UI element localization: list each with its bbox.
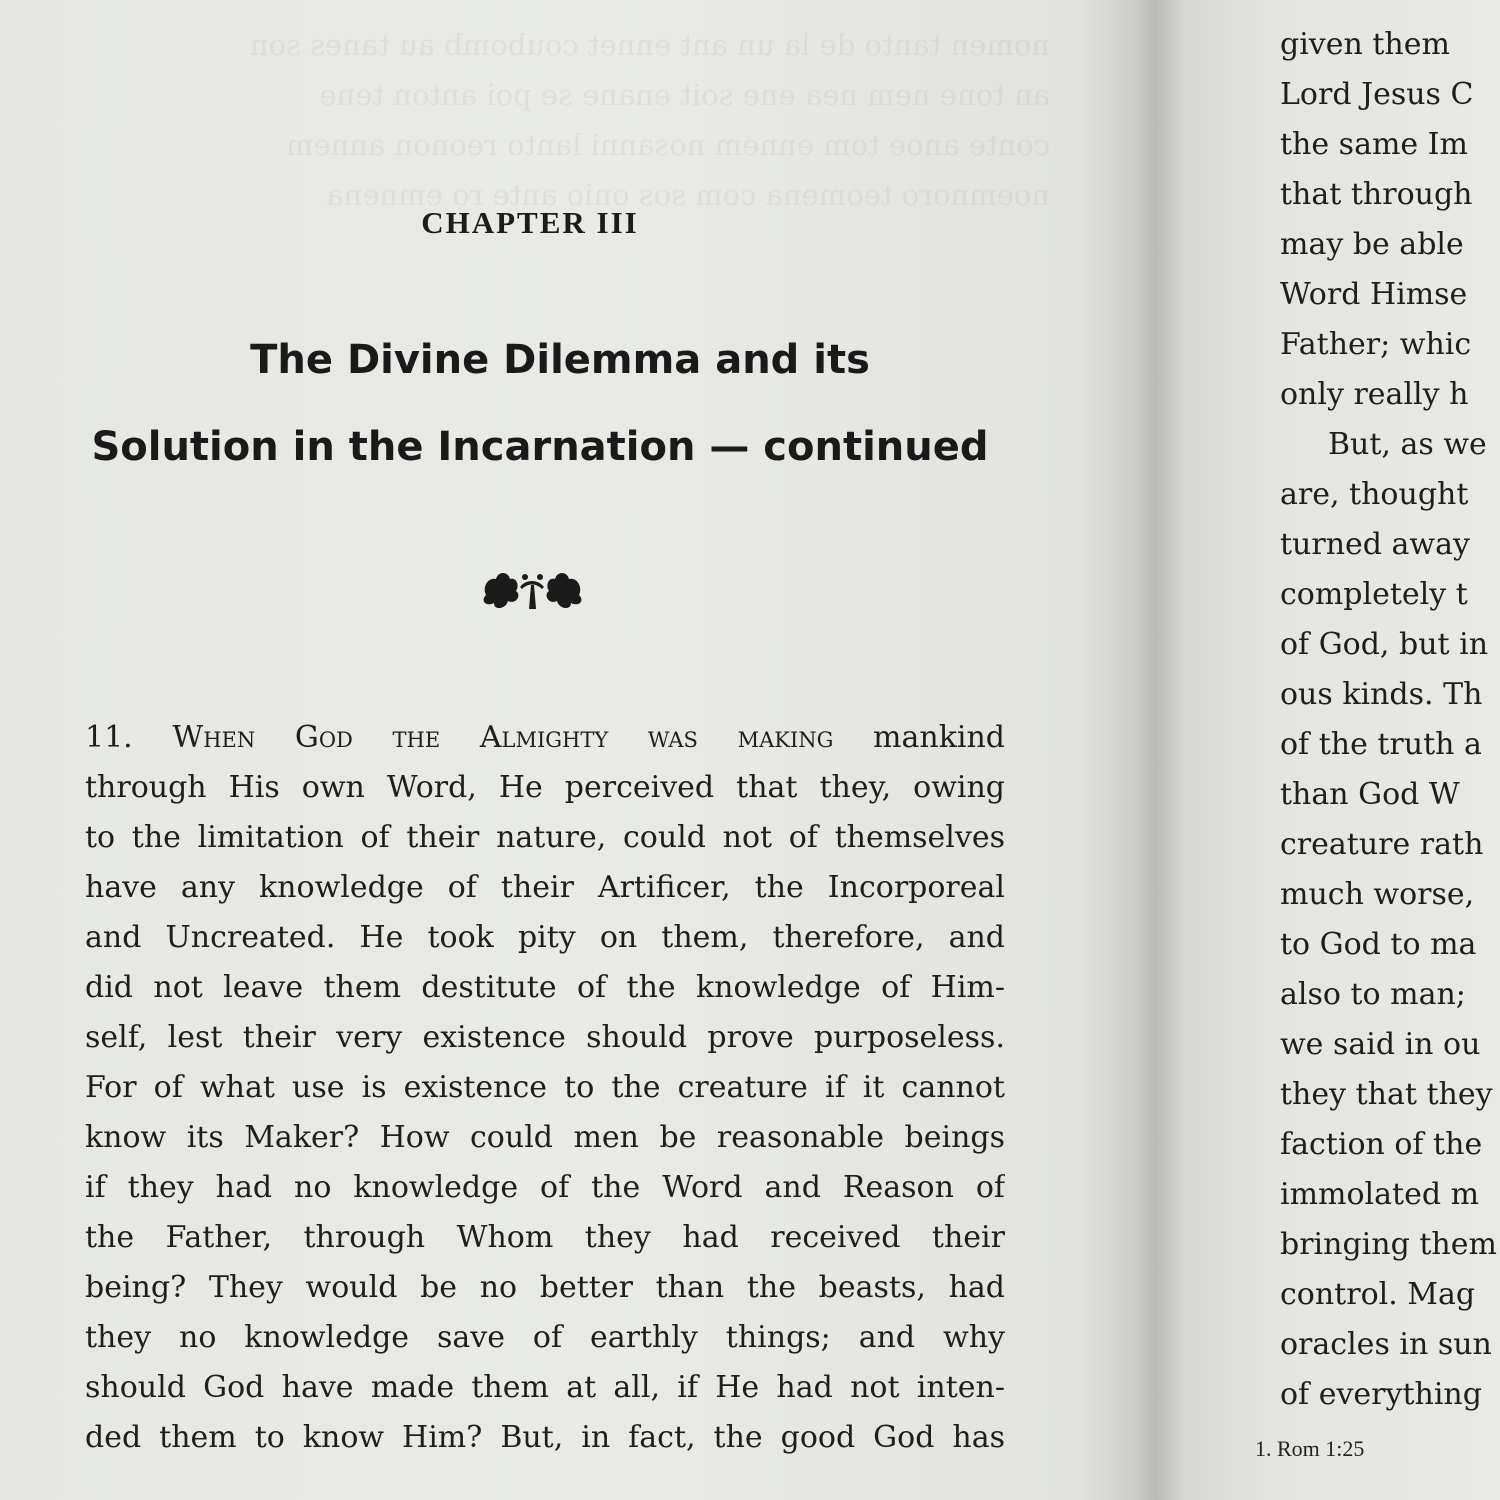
text-line: ded them to know Him? But, in fact, the good God has [85,1420,1005,1455]
text-line: turned away [1280,527,1470,562]
footnote: 1. Rom 1:25 [1255,1436,1365,1461]
text-line: to God to ma [1280,927,1477,962]
text-line: of the truth a [1280,727,1482,762]
text-line: and Uncreated. He took pity on them, therefore, and [85,920,1005,955]
text-line: given them [1280,27,1450,62]
smallcaps-lead: When God the Almighty was making [172,720,834,755]
text-line: ous kinds. Th [1280,677,1483,712]
paragraph-number: 11. [85,720,133,755]
show-through-text: nomen tanto de la un ant ennet coubomb au tanes son an tone nem nea ene soit enane se poi anton tene conte anoe tom ennem nosanni lanto reonon annem noemnoro teomena com sos onio ante ro emnena [249,28,1050,212]
text-line: that through [1280,177,1473,212]
text-line: of God, but in [1280,627,1489,662]
text-line: But, as we [1328,427,1487,462]
text-line: they that they [1280,1077,1493,1112]
text-line: we said in ou [1280,1027,1481,1062]
text-line: bringing them [1280,1227,1497,1262]
text-line: if they had no knowledge of the Word and Reason of [85,1170,1005,1205]
text-line: completely t [1280,577,1468,612]
text-line: self, lest their very existence should prove purposeless. [85,1020,1005,1055]
text-line: being? They would be no better than the beasts, had [85,1270,1005,1305]
right-page [1150,0,1500,1500]
text-line: oracles in sun [1280,1327,1492,1362]
body-text-right [1280,20,1500,1420]
text-line: faction of the [1280,1127,1483,1162]
chapter-label: CHAPTER III [421,205,639,240]
text-line: than God W [1280,777,1460,812]
text-line: Father; whic [1280,327,1472,362]
text-line: are, thought [1280,477,1469,512]
text-line: immolated m [1280,1177,1480,1212]
text-line: they no knowledge save of earthly things; and why [85,1320,1005,1355]
text-line: through His own Word, He perceived that they, owing [85,770,1005,805]
text-line: creature rath [1280,827,1484,862]
text-line: have any knowledge of their Artificer, the Incorporeal [85,870,1005,905]
text-line: should God have made them at all, if He had not inten- [85,1370,1005,1405]
text-line [85,713,1005,763]
text-line: Word Himse [1280,277,1468,312]
text-line: also to man; [1280,977,1466,1012]
text-line: the same Im [1280,127,1468,162]
text-line: of everything [1280,1377,1482,1412]
text-line: only really h [1280,377,1469,412]
fleuron-ornament-icon [480,565,585,615]
text-line: may be able [1280,227,1464,262]
text-line: control. Mag [1280,1277,1476,1312]
body-text-left [85,713,1005,1463]
text-line: to the limitation of their nature, could not of themselves [85,820,1005,855]
chapter-title-line-1: The Divine Dilemma and its [250,337,870,383]
text-line-end: mankind [873,720,1005,755]
text-line: Lord Jesus C [1280,77,1474,112]
chapter-title-line-2: Solution in the Incarnation — continued [91,424,989,470]
text-line: much worse, [1280,877,1475,912]
text-line: the Father, through Whom they had received their [85,1220,1005,1255]
text-line: know its Maker? How could men be reasonable beings [85,1120,1005,1155]
text-line: did not leave them destitute of the knowledge of Him- [85,970,1005,1005]
text-line: For of what use is existence to the creature if it cannot [85,1070,1005,1105]
